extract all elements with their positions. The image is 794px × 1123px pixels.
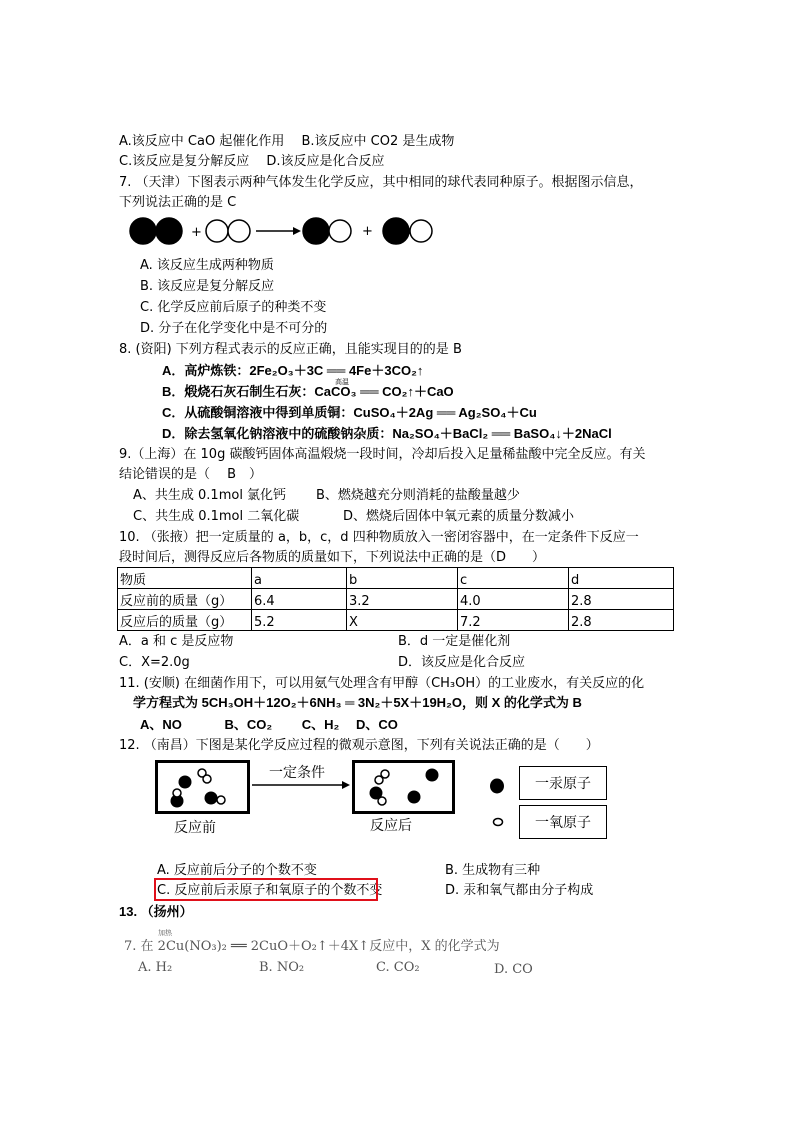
table-cell: X (347, 610, 458, 631)
q12-answer-highlight-box (154, 878, 378, 901)
table-cell: 反应前的质量（g） (118, 589, 252, 610)
table-row (118, 589, 674, 610)
table-cell: 反应后的质量（g） (118, 610, 252, 631)
q12-condition-label: 一定条件 (269, 765, 325, 781)
q10-stem-line2: 段时间后，测得反应后各物质的质量如下，下列说法中正确的是（D ） (119, 550, 546, 565)
q9-option-c: C、共生成 0.1mol 二氧化碳 (133, 509, 300, 524)
table-cell: 2.8 (569, 610, 674, 631)
q8-option-b: B．煅烧石灰石制生石灰：CaCO₃ ══ CO₂↑＋CaO (162, 384, 454, 399)
q6-options-cd: C.该反应是复分解反应 D.该反应是化合反应 (119, 154, 385, 169)
q7-option-d: D. 分子在化学变化中是不可分的 (140, 321, 328, 336)
q7-option-a: A. 该反应生成两种物质 (140, 258, 274, 273)
q13-scanned-question: 7. 在 2Cu(NO₃)₂ ══ 2CuO＋O₂↑＋4X↑反应中，X 的化学式为 (124, 939, 500, 954)
q13-scan-option-d: D. CO (494, 962, 533, 977)
q6-options-ab: A.该反应中 CaO 起催化作用 B.该反应中 CO2 是生成物 (119, 134, 455, 149)
q7-stem-line1: 7. （天津）下图表示两种气体发生化学反应，其中相同的球代表同种原子。根据图示信息， (119, 175, 643, 190)
q8-option-d: D．除去氢氧化钠溶液中的硫酸钠杂质：Na₂SO₄＋BaCl₂ ══ BaSO₄↓＋2NaCl (162, 426, 612, 441)
q12-option-a: A. 反应前后分子的个数不变 (157, 863, 317, 878)
q13-scan-option-a: A. H₂ (138, 960, 173, 975)
table-cell: 物质 (118, 568, 252, 589)
svg-text:+: + (191, 225, 202, 240)
table-header-row (118, 568, 674, 589)
q7-stem-line2: 下列说法正确的是 C (119, 195, 237, 210)
q10-option-d: D．该反应是化合反应 (398, 655, 526, 670)
q12-after-label: 反应后 (370, 818, 412, 834)
q10-option-b: B．d 一定是催化剂 (398, 634, 511, 649)
table-row (118, 610, 674, 631)
q7-option-c: C. 化学反应前后原子的种类不变 (140, 300, 327, 315)
q12-reaction-arrow-icon (250, 779, 352, 791)
mercury-atom-icon (488, 776, 506, 796)
table-cell: 7.2 (458, 610, 569, 631)
q8-option-b-condition: 高温 (335, 378, 349, 386)
q13-scan-condition: 加热 (158, 929, 172, 937)
q10-option-a: A．a 和 c 是反应物 (119, 634, 234, 649)
q12-stem: 12. （南昌）下图是某化学反应过程的微观示意图，下列有关说法正确的是（ ） (119, 738, 599, 753)
table-cell: c (458, 568, 569, 589)
q12-option-b: B. 生成物有三种 (445, 863, 541, 878)
table-cell: b (347, 568, 458, 589)
q13-stem: 13. （扬州） (119, 904, 193, 919)
q10-mass-table (117, 567, 674, 631)
table-cell: a (252, 568, 347, 589)
table-cell: 2.8 (569, 589, 674, 610)
q10-option-c: C．X=2.0g (119, 655, 190, 670)
q12-before-label: 反应前 (174, 820, 216, 836)
q9-option-a: A、共生成 0.1mol 氯化钙 (133, 488, 287, 503)
q10-stem-line1: 10. （张掖）把一定质量的 a，b，c，d 四种物质放入一密闭容器中，在一定条件下反应一 (119, 530, 639, 545)
q12-before-particles (155, 760, 250, 814)
q12-legend-mercury: 一汞原子 (519, 766, 607, 800)
q12-after-particles (352, 760, 455, 814)
q9-stem-line1: 9.（上海）在 10g 碳酸钙固体高温煅烧一段时间，冷却后投入足量稀盐酸中完全反应。有关 (119, 447, 646, 462)
table-cell: 5.2 (252, 610, 347, 631)
q9-option-d: D、燃烧后固体中氧元素的质量分数减小 (343, 509, 575, 524)
q13-scan-option-c: C. CO₂ (376, 960, 420, 975)
oxygen-atom-icon (491, 815, 505, 829)
table-cell: 3.2 (347, 589, 458, 610)
table-cell: d (569, 568, 674, 589)
q7-option-b: B. 该反应是复分解反应 (140, 279, 275, 294)
q12-option-d: D. 汞和氧气都由分子构成 (445, 883, 594, 898)
q11-stem-line2: 学方程式为 5CH₃OH＋12O₂＋6NH₃ ═ 3N₂＋5X＋19H₂O，则 X 的化学式为 B (133, 695, 582, 710)
q7-molecule-diagram (125, 212, 445, 252)
q8-option-a: A．高炉炼铁：2Fe₂O₃＋3C ══ 4Fe＋3CO₂↑ (162, 363, 424, 378)
q9-option-b: B、燃烧越充分则消耗的盐酸量越少 (316, 488, 520, 503)
q13-scan-option-b: B. NO₂ (259, 960, 305, 975)
q12-legend-oxygen: 一氧原子 (519, 805, 607, 839)
table-cell: 6.4 (252, 589, 347, 610)
q11-stem-line1: 11. (安顺) 在细菌作用下，可以用氨气处理含有甲醇（CH₃OH）的工业废水，有关反应的化 (119, 676, 645, 691)
q9-stem-line2: 结论错误的是（ B ） (119, 467, 263, 482)
q12-option-c: C. 反应前后汞原子和氧原子的个数不变 (157, 883, 383, 898)
q8-stem: 8. (资阳) 下列方程式表示的反应正确，且能实现目的的是 B (119, 342, 462, 357)
table-cell: 4.0 (458, 589, 569, 610)
q8-option-c: C．从硫酸铜溶液中得到单质铜：CuSO₄＋2Ag ══ Ag₂SO₄＋Cu (162, 405, 537, 420)
q11-options: A、NO B、CO₂ C、H₂ D、CO (140, 717, 398, 732)
svg-text:+: + (362, 224, 373, 239)
